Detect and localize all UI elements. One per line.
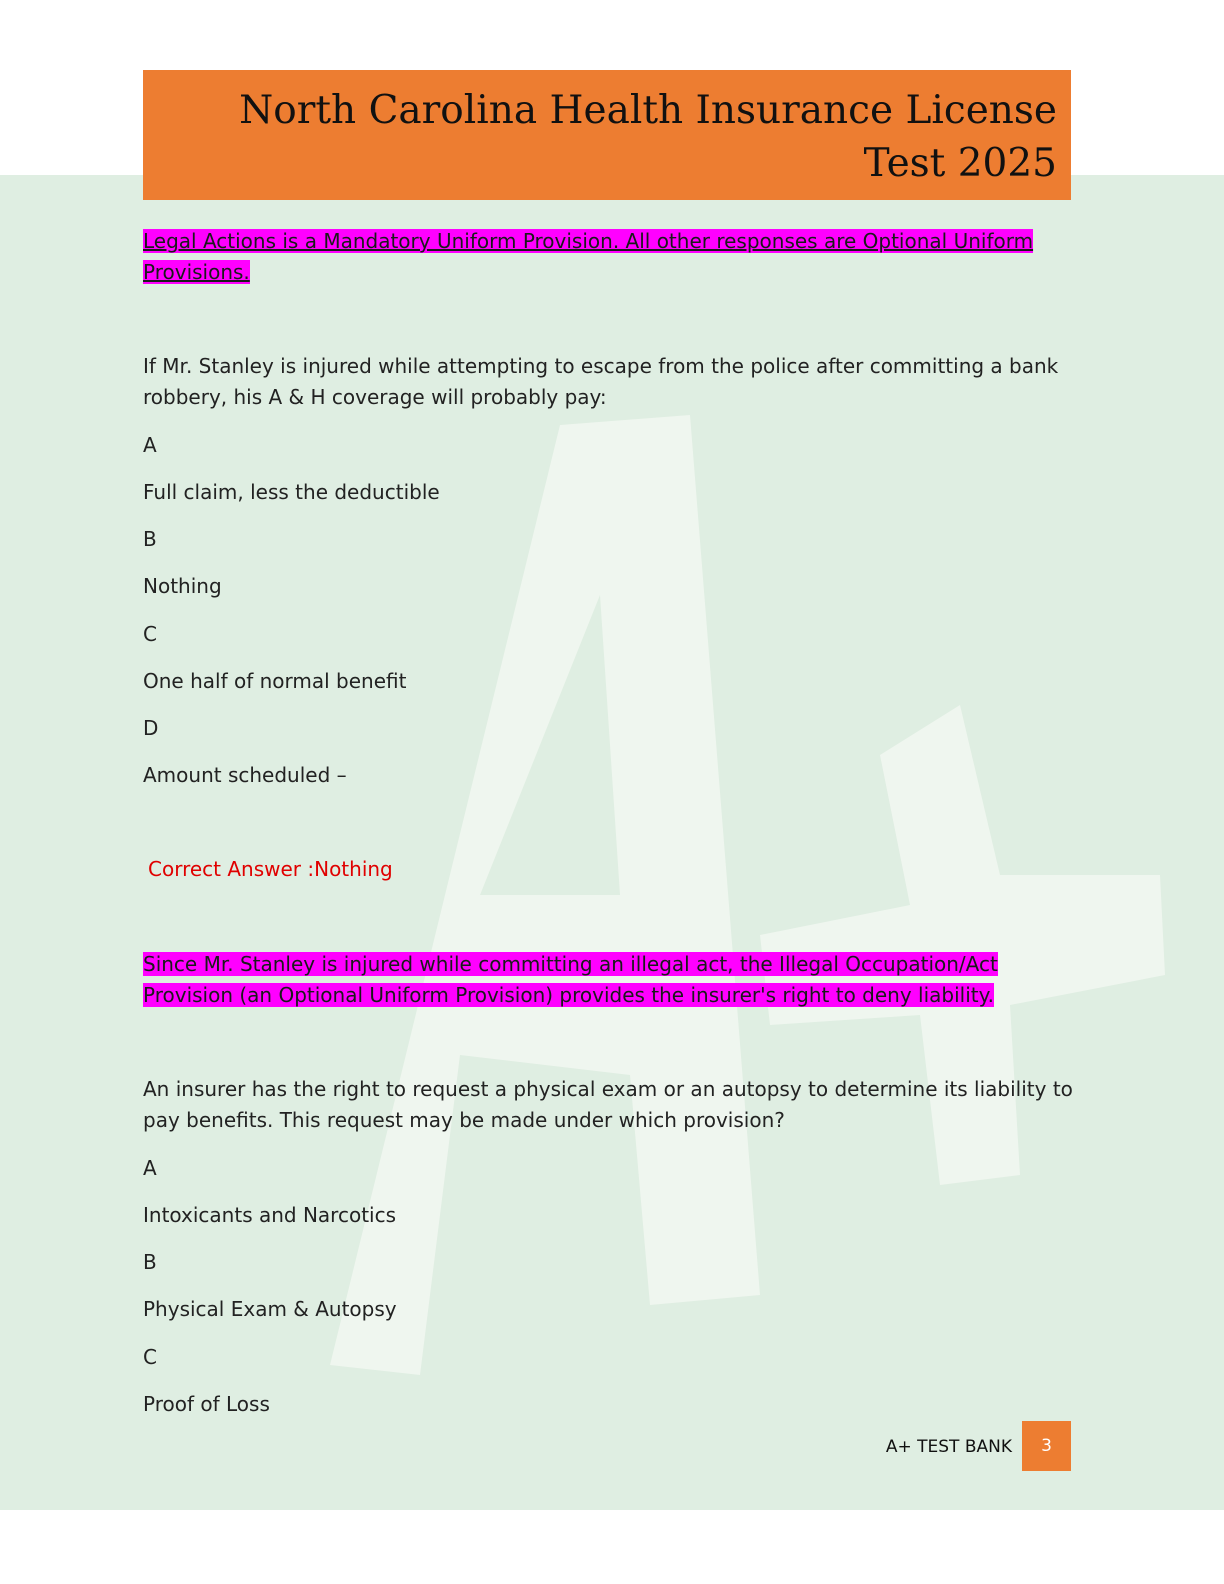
footer-label: A+ TEST BANK (885, 1437, 1012, 1457)
question-2-option-b-text: Physical Exam & Autopsy (143, 1297, 397, 1321)
explanation-illegal-act (143, 949, 1013, 1011)
question-1-option-a-text: Full claim, less the deductible (143, 480, 440, 504)
header-title-line-2: Test 2025 (863, 141, 1057, 186)
question-1-option-d-text: Amount scheduled – (143, 763, 347, 787)
question-1-option-d-letter: D (143, 716, 159, 740)
header-title-line-1: North Carolina Health Insurance License (239, 88, 1057, 133)
question-2-text: An insurer has the right to request a physical exam or an autopsy to determine its liability to pay benefits. This request may be made under which provision? (143, 1077, 1073, 1132)
question-1-text: If Mr. Stanley is injured while attempting to escape from the police after committing a bank robbery, his A & H coverage will probably pay: (143, 354, 1059, 409)
question-1-option-c-text: One half of normal benefit (143, 669, 407, 693)
question-2-option-a-text: Intoxicants and Narcotics (143, 1203, 397, 1227)
question-1-option-a-letter: A (143, 433, 157, 457)
question-2-option-c-letter: C (143, 1345, 157, 1369)
document-header (143, 70, 1071, 200)
question-2-option-a-letter: A (143, 1156, 157, 1180)
question-2-option-b-letter: B (143, 1250, 157, 1274)
question-1-option-c-letter: C (143, 622, 157, 646)
question-2-option-c-text: Proof of Loss (143, 1392, 270, 1416)
explanation-1-text: Legal Actions is a Mandatory Uniform Provision. All other responses are Optional Uniform Provisions. (143, 229, 1034, 284)
page-number: 3 (1022, 1421, 1071, 1471)
question-1-option-b-letter: B (143, 527, 157, 551)
question-1-correct-answer: Correct Answer :Nothing (148, 857, 393, 881)
explanation-legal-actions (143, 226, 1063, 288)
question-1-explanation-text: Since Mr. Stanley is injured while committing an illegal act, the Illegal Occupation/Act Provision (an Optional Uniform Provision) provides the insurer's right to deny liability. (143, 952, 998, 1007)
question-1-option-b-text: Nothing (143, 574, 222, 598)
